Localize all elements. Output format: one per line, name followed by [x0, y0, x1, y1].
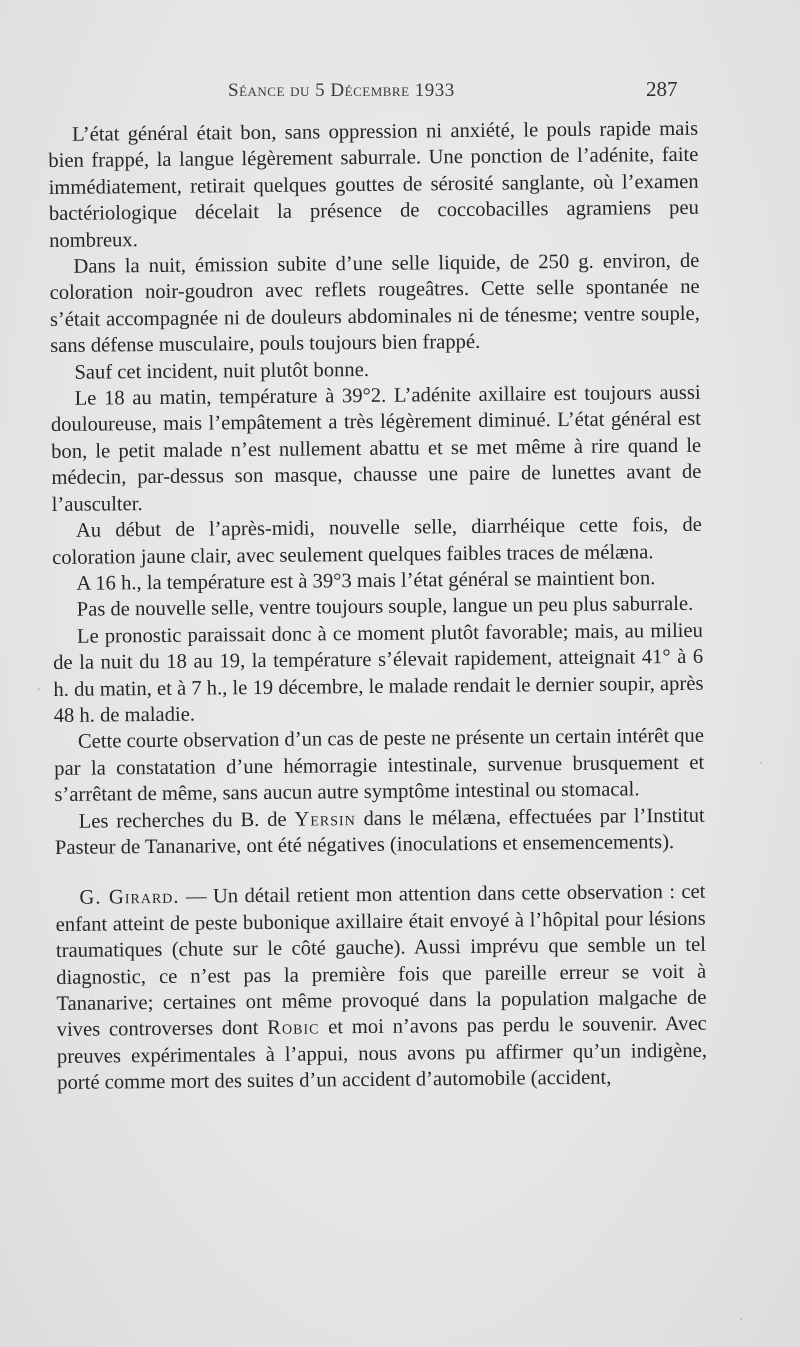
paragraph-text: Pas de nouvelle selle, ventre toujours souple, langue un peu plus saburrale. [76, 593, 694, 622]
page-header [0, 77, 800, 112]
page-number: 287 [646, 77, 678, 101]
paragraph-afternoon [52, 512, 702, 571]
paragraph-text: Cette courte observation d’un cas de peste ne présente un certain intérêt que par la constatation d’une hémorragie intestinale, survenue brusquement et s’arrêtant de même, sans aucun autre symptôme intestinal ou stomacal. [54, 725, 705, 807]
paragraph-text: Sauf cet incident, nuit plutôt bonne. [74, 358, 370, 384]
paragraph-prognosis [53, 617, 704, 729]
paragraph-text: Les recherches du B. de [78, 808, 295, 833]
paragraph-general-state [48, 116, 699, 254]
paragraph-discussion [55, 879, 707, 1096]
paragraph-18-morning [51, 380, 702, 518]
paragraph-text: Dans la nuit, émission subite d’une selle liquide, de 250 g. environ, de coloration noir-goudron avec reflets rougeâtres. Cette selle spontanée ne s’était accompagnée ni de douleurs abdominales ni de ténesme; ventre souple, sans défense musculaire, pouls toujours bien frappé. [49, 249, 700, 358]
paragraph-text: Au début de l’après-midi, nouvelle selle, diarrhéique cette fois, de coloration jaune clair, avec seulement quelques faibles traces de mélæna. [52, 513, 703, 569]
paragraph-observation [54, 723, 705, 808]
paragraph-text: dans le mélæna, effectuées par l’Institut Pasteur de Tananarive, ont été négatives (inoculations et ensemencements). [54, 804, 705, 859]
running-head: Séance du 5 Décembre 1933 [228, 80, 455, 101]
paragraph-text: Le 18 au matin, température à 39°2. L’adénite axillaire est toujours aussi douloureuse, mais l’empâtement a très légèrement diminué. L’état général est bon, le petit malade n’est nullement abattu et se met même à rire quand le médecin, par-dessus son masque, chausse une paire de lunettes avant de l’ausculter. [50, 381, 702, 516]
paragraph-text: et moi n’avons pas perdu le souvenir. Avec preuves expérimentales à l’appui, nous avons pu affirmer qu’un indigène, porté comme mort des suites d’un accident d’automobile (accident, [56, 1013, 708, 1095]
body-text [48, 116, 707, 1097]
name-robic: Robic [267, 1016, 320, 1040]
paragraph-text: L’état général était bon, sans oppression ni anxiété, le pouls rapide mais bien frappé, la langue légèrement saburrale. Une ponction de l’adénite, faite immédiatement, retirait quelques gouttes de sérosité sanglante, où l’examen bactériologique décelait la présence de coccobacilles agramiens peu nombreux. [48, 117, 699, 252]
paper-speck [760, 762, 762, 764]
paragraph-text: — Un détail retient mon attention dans cette observation : cet enfant atteint de peste bubonique axillaire était envoyé à l’hôpital pour lésions traumatiques (chute sur le côté gauche). Aussi imprévu que semble un tel diagnostic, ce n’est pas la première fois que pareille erreur se voit à Tananarive; certaines ont même provoqué dans la population malgache de vives controverses dont [55, 881, 707, 1042]
name-yersin: Yersin [294, 807, 356, 831]
paragraph-night-stool [49, 248, 700, 360]
paragraph-research [55, 802, 705, 861]
paper-speck [740, 1318, 742, 1320]
paper-speck [38, 688, 40, 690]
paragraph-text: Le pronostic paraissait donc à ce moment plutôt favorable; mais, au milieu de la nuit du 18 au 19, la température s’élevait rapidement, atteignait 41° à 6 h. du matin, et à 7 h., le 19 décembre, le malade rendait le dernier soupir, après 48 h. de maladie. [53, 619, 704, 727]
paragraph-text: A 16 h., la température est à 39°3 mais l’état général se maintient bon. [76, 567, 656, 595]
discussion-author: G. Girard. [79, 886, 180, 910]
